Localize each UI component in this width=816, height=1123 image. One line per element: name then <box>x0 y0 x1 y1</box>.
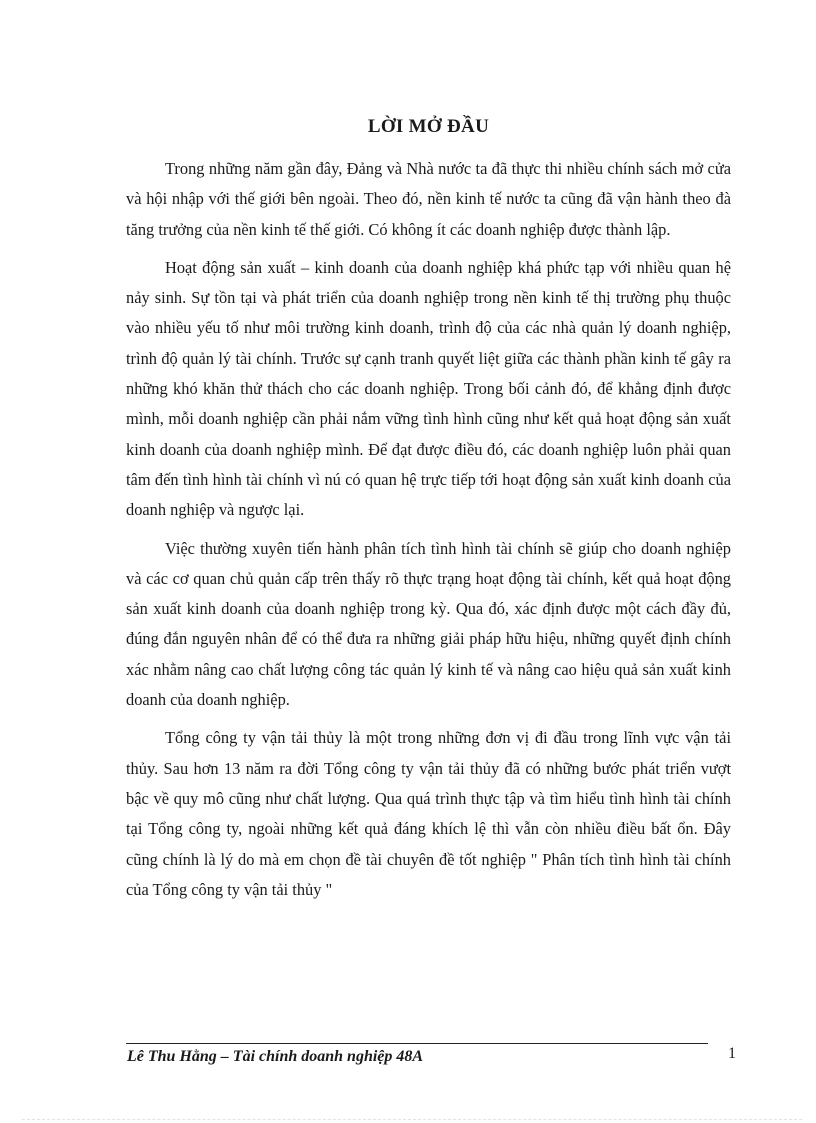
paragraph-3: Việc thường xuyên tiến hành phân tích tình hình tài chính sẽ giúp cho doanh nghiệp và các cơ quan chủ quản cấp trên thấy rõ thực trạng hoạt động tài chính, kết quả hoạt động sản xuất kinh doanh của doanh nghiệp trong kỳ. Qua đó, xác định được một cách đầy đủ, đúng đắn nguyên nhân để có thể đưa ra những giải pháp hữu hiệu, những quyết định chính xác nhằm nâng cao chất lượng công tác quản lý kinh tế và nâng cao hiệu quả sản xuất kinh doanh của doanh nghiệp. <box>126 538 731 710</box>
paragraph-2: Hoạt động sản xuất – kinh doanh của doanh nghiệp khá phức tạp với nhiều quan hệ nảy sinh. Sự tồn tại và phát triển của doanh nghiệp trong nền kinh tế thị trường phụ thuộc vào nhiều yếu tố như môi trường kinh doanh, trình độ của các nhà quản lý doanh nghiệp, trình độ quản lý tài chính. Trước sự cạnh tranh quyết liệt giữa các thành phần kinh tế gây ra những khó khăn thử thách cho các doanh nghiệp. Trong bối cảnh đó, để khẳng định được mình, mỗi doanh nghiệp cần phải nắm vững tình hình cũng như kết quả hoạt động sản xuất kinh doanh của doanh nghiệp mình. Để đạt được điều đó, các doanh nghiệp luôn phải quan tâm đến tình hình tài chính vì nú có quan hệ trực tiếp tới hoạt động sản xuất kinh doanh của doanh nghiệp và ngược lại. <box>126 257 731 520</box>
footer-divider <box>126 1043 708 1044</box>
footer-author-line: Lê Thu Hằng – Tài chính doanh nghiệp 48A <box>127 1048 424 1065</box>
paragraph-1: Trong những năm gần đây, Đảng và Nhà nước ta đã thực thi nhiều chính sách mở cửa và hội nhập với thế giới bên ngoài. Theo đó, nền kinh tế nước ta cũng đã vận hành theo đà tăng trưởng của nền kinh tế thế giới. Có không ít các doanh nghiệp được thành lập. <box>126 159 731 239</box>
page-bottom-edge <box>22 1119 802 1120</box>
document-body <box>126 154 731 913</box>
paragraph-4: Tổng công ty vận tải thủy là một trong những đơn vị đi đầu trong lĩnh vực vận tải thủy. Sau hơn 13 năm ra đời Tổng công ty vận tải thủy đã có những bước phát triển vượt bậc về quy mô cũng như chất lượng. Qua quá trình thực tập và tìm hiểu tình hình tài chính tại Tổng công ty, ngoài những kết quả đáng khích lệ thì vẫn còn nhiều điều bất ổn. Đây cũng chính là lý do mà em chọn đề tài chuyên đề tốt nghiệp " Phân tích tình hình tài chính của Tổng công ty vận tải thủy " <box>126 728 731 899</box>
page-number: 1 <box>728 1045 736 1062</box>
page-title: LỜI MỞ ĐẦU <box>367 116 490 137</box>
